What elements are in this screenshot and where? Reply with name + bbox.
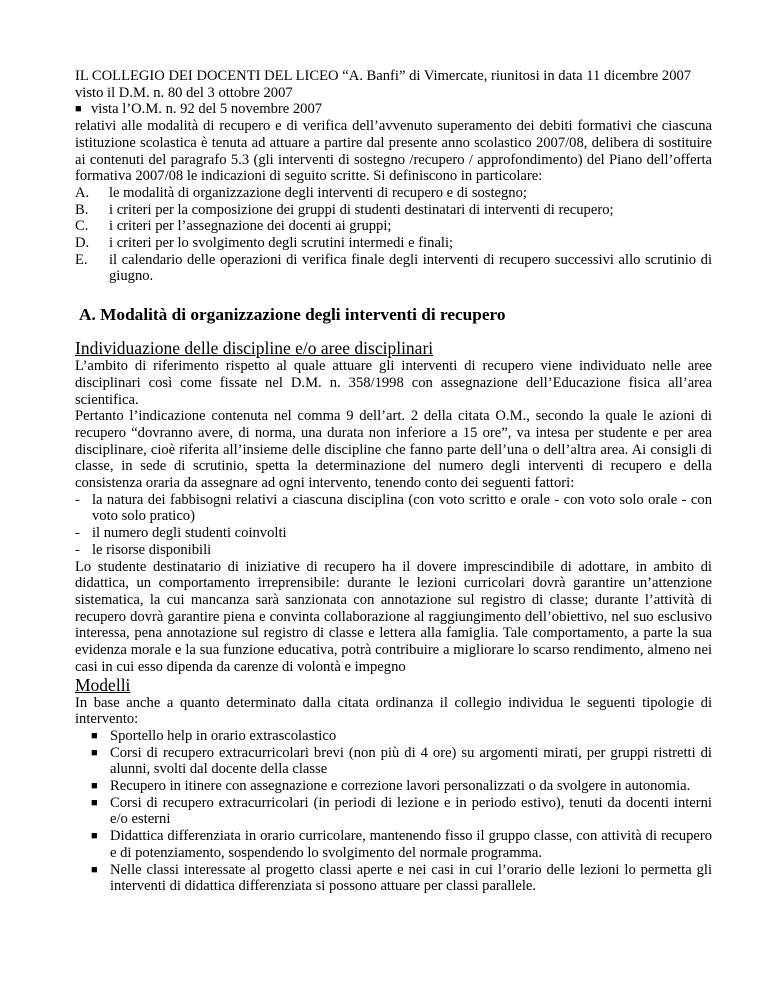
- list-item: [75, 778, 712, 795]
- list-item-letter: B.: [75, 201, 89, 218]
- list-item-text: Corsi di recupero extracurricolari (in periodi di lezione e in periodo estivo), tenuti da docenti interni e/o esterni: [110, 794, 712, 828]
- list-item: [75, 862, 712, 895]
- square-bullet-icon: ■: [91, 729, 98, 742]
- list-item: [75, 728, 712, 745]
- list-item-text: le modalità di organizzazione degli interventi di recupero e di sostegno;: [109, 184, 527, 201]
- list-item: [75, 828, 712, 861]
- list-item-text: il calendario delle operazioni di verifica finale degli interventi di recupero successivi allo scrutinio di giugno.: [109, 251, 712, 285]
- list-item-text: Nelle classi interessate al progetto classi aperte e nei casi in cui l’orario delle lezioni lo permetta gli interventi di didattica differenziata si possono attuare per classi parallele.: [110, 861, 712, 895]
- list-item: [75, 235, 712, 252]
- dash-list-item: [75, 492, 712, 525]
- list-item-text: Sportello help in orario extrascolastico: [110, 727, 337, 744]
- list-item-text: Recupero in itinere con assegnazione e correzione lavori personalizzati o da svolgere in autonomia.: [110, 778, 691, 795]
- list-item-letter: E.: [75, 251, 88, 268]
- square-bullet-icon: ■: [91, 780, 98, 793]
- list-item: [75, 745, 712, 778]
- intro-bullet: [75, 101, 712, 118]
- intro-heading-line: IL COLLEGIO DEI DOCENTI DEL LICEO “A. Banfi” di Vimercate, riunitosi in data 11 dicembre 2007: [75, 68, 692, 84]
- intro-list: [75, 185, 712, 285]
- modelli-list: [75, 728, 712, 895]
- document-page: [75, 68, 712, 895]
- individuazione-paragraph-1: L’ambito di riferimento rispetto al quale attuare gli interventi di recupero viene individuato nelle aree disciplinari così come fissate nel D.M. n. 358/1998 con assegnazione dell’Educazione fisica all’area scientifica.: [75, 358, 712, 408]
- list-item-text: Corsi di recupero extracurricolari brevi (non più di 4 ore) su argomenti mirati, per gruppi ristretti di alunni, svolti dal docente della classe: [110, 744, 712, 778]
- list-item-text: Didattica differenziata in orario curricolare, mantenendo fisso il gruppo classe, con attività di recupero e di potenziamento, sospendendo lo svolgimento del normale programma.: [110, 828, 712, 861]
- dash-list-item: [75, 542, 712, 559]
- list-item-letter: C.: [75, 218, 89, 235]
- list-item: [75, 252, 712, 285]
- modelli-heading: Modelli: [75, 674, 131, 695]
- square-bullet-icon: ■: [91, 830, 98, 843]
- list-item-letter: D.: [75, 235, 90, 252]
- intro-bullet-text: vista l’O.M. n. 92 del 5 novembre 2007: [91, 101, 323, 118]
- dash-list-text: il numero degli studenti coinvolti: [92, 525, 287, 542]
- square-bullet-icon: ■: [91, 796, 98, 809]
- individuazione-heading: Individuazione delle discipline e/o aree disciplinari: [75, 338, 434, 359]
- list-item-text: i criteri per la composizione dei gruppi di studenti destinatari di interventi di recupero;: [109, 201, 614, 218]
- square-bullet-icon: ■: [75, 103, 82, 116]
- dash-list-text: le risorse disponibili: [92, 541, 212, 558]
- dash-list-text: la natura dei fabbisogni relativi a ciascuna disciplina (con voto scritto e orale - con voto solo orale - con voto solo pratico): [92, 491, 712, 525]
- list-item-letter: A.: [75, 184, 90, 201]
- list-item: [75, 202, 712, 219]
- dash-marker: -: [75, 541, 80, 558]
- list-item: [75, 185, 712, 202]
- list-item-text: i criteri per lo svolgimento degli scrutini intermedi e finali;: [109, 235, 454, 252]
- individuazione-paragraph-3: Lo studente destinatario di iniziative di recupero ha il dovere imprescindibile di adottare, in ambito di didattica, un comportamento irreprensibile: durante le lezioni curricolari dovrà garantire un’attenzione sistematica, la cui mancanza sarà sanzionata con annotazione sul registro di classe; durante l’attività di recupero dovrà garantire piena e convinta collaborazione al raggiungimento dell’obiettivo, nel suo esclusivo interessa, pena annotazione sul registro di classe e lettera alla famiglia. Tale comportamento, a parte la sua evidenza morale e la sua funzione educativa, potrà contribuire a migliorare lo scarso rendimento, almeno nei casi in cui esso dipenda da carenze di volontà e impegno: [75, 558, 712, 675]
- individuazione-paragraph-2: Pertanto l’indicazione contenuta nel comma 9 dell’art. 2 della citata O.M., secondo la quale le azioni di recupero “dovranno avere, di norma, una durata non inferiore a 15 ore”, va intesa per studente e per area disciplinare, cioè riferita all’insieme delle discipline che fanno parte dell’una o dell’altra area. Ai consigli di classe, in sede di scrutinio, spetta la determinazione del numero degli interventi di recupero e della consistenza oraria da assegnare ad ogni intervento, tenendo conto dei seguenti fattori:: [75, 408, 712, 492]
- list-item: [75, 795, 712, 828]
- list-item: [75, 218, 712, 235]
- square-bullet-icon: ■: [91, 863, 98, 876]
- section-a-title: A. Modalità di organizzazione degli interventi di recupero: [79, 305, 506, 325]
- square-bullet-icon: ■: [91, 746, 98, 759]
- dash-marker: -: [75, 491, 80, 508]
- intro-visto-line: visto il D.M. n. 80 del 3 ottobre 2007: [75, 84, 293, 101]
- list-item-text: i criteri per l’assegnazione dei docenti ai gruppi;: [109, 218, 392, 235]
- dash-list-item: [75, 525, 712, 542]
- modelli-intro: In base anche a quanto determinato dalla citata ordinanza il collegio individua le seguenti tipologie di intervento:: [75, 694, 712, 728]
- intro-paragraph: relativi alle modalità di recupero e di verifica dell’avvenuto superamento dei debiti formativi che ciascuna istituzione scolastica è tenuta ad attuare a partire dal presente anno scolastico 2007/08, delibera di sostituire ai contenuti del paragrafo 5.3 (gli interventi di sostegno /recupero / approfondimento) del Piano dell’offerta formativa 2007/08 le indicazioni di seguito scritte. Si definiscono in particolare:: [75, 118, 712, 185]
- dash-marker: -: [75, 525, 80, 542]
